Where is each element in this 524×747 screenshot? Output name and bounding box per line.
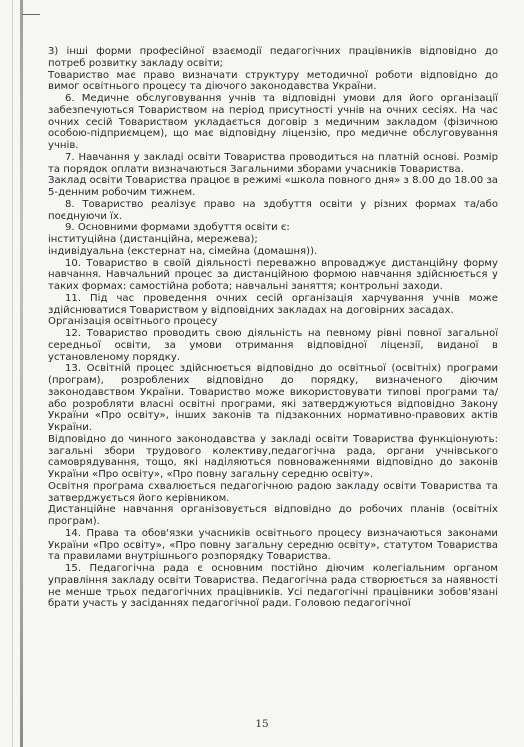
- list-item: інституційна (дистанційна, мережева);: [48, 234, 258, 245]
- binding-edge: [20, 0, 23, 747]
- paragraph: 6. Медичне обслуговування учнів та відповідні умови для його організації забезпечуються Товариством на період присутності учнів на очних сесіях. На час очних сесій Товариством укладається договір з медичним закладом (фізичною особою-підприємцем), що має відповідну ліцензію, про медичне обслуговування учнів.: [48, 93, 498, 151]
- paragraph: 10. Товариство в своїй діяльності переважно впроваджує дистанційну форму навчання. Навчальний процес за дистанційною формою навчання здійснюється у таких формах: самостійна робота; навчальні заняття; контрольні заходи.: [48, 257, 498, 292]
- paragraph: 8. Товариство реалізує право на здобуття освіти у різних формах та/або поєднуючи їх.: [48, 198, 498, 222]
- section-heading: Організація освітнього процесу: [48, 316, 218, 328]
- paragraph: 3) інші форми професійної взаємодії педагогічних працівників відповідно до потреб розвитку закладу освіти;: [48, 46, 498, 69]
- paragraph: Відповідно до чинного законодавства у закладі освіти Товариства функціонують: загальні збори трудового колективу,педагогічна рада, органи учнівського самоврядування, тощо, які наділяються повноваженнями відповідно до законів України «Про освіту», «Про повну загальну середню освіту».: [48, 433, 498, 480]
- document-body: [48, 46, 498, 610]
- scan-edge-line: [12, 0, 13, 747]
- paragraph: Заклад освіти Товариства працює в режимі «школа повного дня» з 8.00 до 18.00 за 5-денним робочим тижнем.: [48, 175, 498, 198]
- paragraph: 7. Навчання у закладі освіти Товариства проводиться на платній основі. Розмір та порядок оплати визначаються Загальними зборами учасників Товариства.: [48, 151, 498, 175]
- paragraph: Товариство має право визначати структуру методичної роботи відповідно до вимог освітнього процесу та діючого законодавства України.: [48, 69, 498, 93]
- paragraph: 9. Основними формами здобуття освіти є:: [65, 222, 290, 234]
- paragraph: 14. Права та обов'язки учасників освітнього процесу визначаються законами України «Про освіту», «Про повну загальну середню освіту», статутом Товариства та правилами внутрішнього розпорядку Товариства.: [48, 527, 498, 563]
- paragraph: 12. Товариство проводить свою діяльність на певному рівні повної загальної середньої освіти, за умови отримання відповідної ліцензії, виданої в установленому порядку.: [48, 328, 498, 363]
- paragraph: 15. Педагогічна рада є основним постійно діючим колегіальним органом управління закладу освіти Товариства. Педагогічна рада створюється за наявності не менше трьох педагогічних працівників. Усі педагогічні працівники зобов'язані брати участь у засіданнях педагогічної ради. Головою педагогічної: [48, 563, 498, 610]
- page-number: 15: [255, 718, 269, 730]
- corner-mark: [22, 14, 40, 15]
- paragraph: Освітня програма схвалюється педагогічною радою закладу освіти Товариства та затверджується його керівником.: [48, 480, 498, 504]
- paragraph: Дистанційне навчання організовується відповідно до робочих планів (освітніх програм).: [48, 504, 498, 527]
- paragraph: 11. Під час проведення очних сесій організація харчування учнів може здійснюватися Товариством у відповідних закладах на договірних засадах.: [48, 292, 498, 316]
- list-item: індивідуальна (екстернат на, сімейна (домашня)).: [48, 245, 318, 257]
- paragraph: 13. Освітній процес здійснюється відповідно до освітньої (освітніх) програми (програм), розроблених відповідно до порядку, визначеного діючим законодавством України. Товариство може використовувати типові програми та/або розробляти власні освітні програми, які затверджуються відповідно Закону України «Про освіту», інших законів та підзаконних нормативно-правових актів України.: [48, 363, 498, 433]
